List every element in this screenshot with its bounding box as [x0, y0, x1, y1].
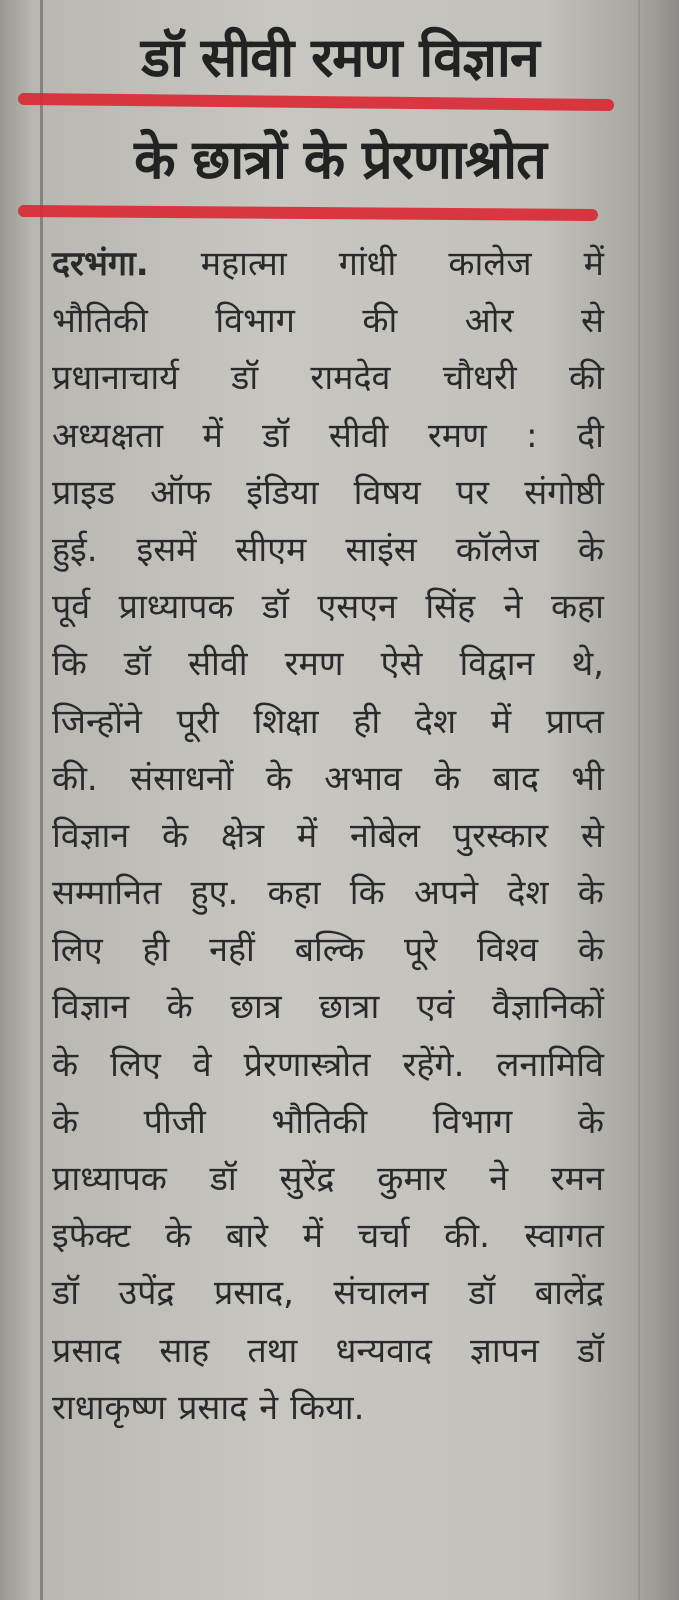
article-word: डॉ — [261, 587, 289, 628]
article-word: डॉ — [52, 1273, 79, 1314]
article-word: के — [434, 758, 461, 799]
article-word: डॉ — [262, 415, 290, 456]
article-word: में — [302, 1216, 323, 1257]
article-word: इफेक्ट — [52, 1216, 131, 1257]
article-word: कॉलेज — [455, 529, 539, 570]
article-line — [52, 1037, 604, 1094]
article-word: की. — [52, 758, 98, 799]
article-word: एसएन — [317, 587, 397, 628]
article-word: पर — [455, 472, 490, 513]
article-word: लनामिवि — [496, 1044, 604, 1085]
article-word: प्रसाद — [178, 1387, 248, 1428]
article-word: अपने — [413, 873, 479, 914]
article-word: वैज्ञानिकों — [491, 987, 604, 1028]
article-word: प्राप्त — [545, 701, 604, 742]
article-word: पीजी — [143, 1101, 206, 1142]
article-line — [52, 1151, 604, 1208]
article-word: पूर्व — [52, 587, 91, 628]
article-word: तथा — [247, 1330, 298, 1371]
article-word: डॉ — [124, 644, 151, 685]
article-word: कि — [349, 873, 385, 914]
article-word: कहा — [267, 873, 321, 914]
article-word: रमण — [284, 644, 344, 685]
article-word: स्वागत — [524, 1216, 604, 1257]
article-word: अभाव — [324, 758, 402, 799]
article-word: ऑफ — [150, 472, 212, 513]
article-word: ऐसे — [380, 644, 423, 685]
article-word: छात्र — [230, 987, 282, 1028]
article-word: के — [165, 1216, 192, 1257]
article-word: चर्चा — [357, 1216, 410, 1257]
article-word: पूरी — [176, 701, 219, 742]
article-word: एवं — [416, 987, 455, 1028]
article-word: से — [580, 815, 604, 856]
article-word: कि — [52, 644, 87, 685]
article-word: संसाधनों — [130, 758, 234, 799]
article-word: भौतिकी — [52, 301, 148, 342]
article-word: कहा — [550, 587, 604, 628]
article-line — [52, 922, 604, 979]
article-word: पुरस्कार — [452, 815, 549, 856]
article-word: ओर — [464, 301, 514, 342]
article-line — [52, 408, 604, 465]
article-line — [52, 1094, 604, 1151]
article-word: के — [161, 815, 189, 856]
article-word: में — [202, 415, 223, 456]
article-word: बारे — [225, 1216, 269, 1257]
article-line — [52, 465, 604, 522]
article-word: सुरेंद्र — [279, 1159, 335, 1199]
article-word: कालेज — [448, 244, 532, 284]
article-word: प्रेरणास्त्रोत — [243, 1044, 371, 1085]
article-word: देश — [507, 873, 549, 914]
article-word: सीवी — [328, 415, 389, 456]
article-word: की. — [444, 1216, 490, 1257]
article-word: की — [569, 358, 604, 399]
article-word: ही — [353, 701, 381, 742]
article-body — [52, 236, 604, 1437]
article-word: अध्यक्षता — [52, 415, 164, 456]
article-word: में — [583, 244, 604, 284]
article-word: धन्यवाद — [335, 1330, 432, 1371]
article-word: बालेंद्र — [534, 1273, 604, 1314]
article-word: भी — [571, 758, 604, 799]
column-rule-left — [40, 0, 43, 1600]
article-word: ज्ञापन — [470, 1330, 539, 1371]
article-line — [52, 236, 604, 293]
article-line — [52, 1323, 604, 1380]
article-word: चौधरी — [442, 358, 517, 399]
article-word: के — [577, 1101, 604, 1142]
article-word: छात्रा — [319, 987, 380, 1028]
article-word: महात्मा — [200, 244, 287, 284]
article-word: प्राध्यापक — [52, 1159, 167, 1199]
article-word: डॉ — [231, 358, 259, 399]
article-word: डॉ — [577, 1330, 604, 1371]
article-word: के — [577, 529, 604, 570]
article-line — [52, 694, 604, 751]
article-line — [52, 1380, 604, 1437]
article-word: गांधी — [338, 244, 397, 284]
article-word: वे — [192, 1044, 212, 1085]
article-word: भौतिकी — [271, 1101, 368, 1142]
article-word: नहीं — [209, 930, 255, 971]
article-word: हुए. — [190, 873, 239, 914]
article-word: लिए — [52, 930, 103, 971]
article-word: विज्ञान — [52, 815, 130, 856]
article-word: प्राध्यापक — [118, 587, 234, 628]
article-word: डॉ — [468, 1273, 496, 1314]
article-word: ही — [142, 930, 170, 971]
article-word: हुई. — [52, 529, 98, 570]
article-word: इंडिया — [246, 472, 319, 513]
article-word: राधाकृष्ण — [52, 1387, 167, 1428]
article-word: प्राइड — [52, 472, 116, 513]
article-word: जिन्होंने — [52, 701, 142, 742]
article-line — [52, 808, 604, 865]
article-word: सीवी — [188, 644, 248, 685]
article-line — [52, 636, 604, 693]
article-word: में — [296, 815, 318, 856]
article-word: साइंस — [345, 529, 417, 570]
article-word: कुमार — [377, 1159, 447, 1199]
article-word: संचालन — [333, 1273, 429, 1314]
headline-underline-2 — [18, 205, 598, 221]
column-rule-right — [638, 0, 640, 1600]
article-line — [52, 865, 604, 922]
article-line — [52, 522, 604, 579]
article-word: : — [526, 415, 538, 456]
article-word: ने — [503, 587, 523, 628]
article-word: थे, — [571, 644, 604, 685]
article-word: के — [166, 987, 193, 1028]
article-line — [52, 579, 604, 636]
article-word: संगोष्ठी — [524, 472, 604, 513]
article-word: प्रसाद — [52, 1330, 122, 1371]
article-word: इसमें — [136, 529, 197, 570]
article-line — [52, 350, 604, 407]
article-word: लिए — [110, 1044, 161, 1085]
article-word: रामदेव — [310, 358, 391, 399]
article-line — [52, 1265, 604, 1322]
article-word: रमन — [550, 1159, 604, 1199]
article-word: की — [362, 301, 398, 342]
article-word: किया. — [290, 1387, 365, 1428]
article-line — [52, 979, 604, 1036]
article-line — [52, 1208, 604, 1265]
article-word: प्रसाद, — [213, 1273, 294, 1314]
article-word: पूरे — [404, 930, 438, 971]
article-word: के — [577, 873, 604, 914]
article-word: दी — [577, 415, 604, 456]
headline-line-2: के छात्रों के प्रेरणाश्रोत — [134, 128, 546, 191]
article-word: विभाग — [215, 301, 295, 342]
article-word: विभाग — [432, 1101, 513, 1142]
headline-line-1: डॉ सीवी रमण विज्ञान — [141, 26, 539, 89]
article-word: के — [52, 1101, 79, 1142]
article-word: के — [577, 930, 604, 971]
article-word: में — [490, 701, 512, 742]
article-word: सम्मानित — [52, 873, 162, 914]
article-word: शिक्षा — [253, 701, 319, 742]
article-word: से — [581, 301, 604, 342]
article-word: डॉ — [209, 1159, 237, 1199]
article-word: बाद — [492, 758, 539, 799]
article-word: नोबेल — [349, 815, 421, 856]
article-word: उपेंद्र — [118, 1273, 175, 1314]
article-word: क्षेत्र — [220, 815, 265, 856]
article-word: विद्वान — [459, 644, 535, 685]
article-word: सीएम — [235, 529, 307, 570]
article-line — [52, 293, 604, 350]
article-word: रहेंगे. — [402, 1044, 465, 1085]
article-word: विषय — [353, 472, 421, 513]
article-word: देश — [414, 701, 457, 742]
article-word: बल्कि — [294, 930, 365, 971]
article-word: विश्व — [477, 930, 539, 971]
article-word: ने — [489, 1159, 509, 1199]
article-word: साह — [159, 1330, 210, 1371]
dateline: दरभंगा. — [52, 244, 149, 284]
article-word: विज्ञान — [52, 987, 130, 1028]
article-word: ने — [259, 1387, 279, 1428]
article-word: रमण — [427, 415, 487, 456]
article-line — [52, 751, 604, 808]
article-word: सिंह — [425, 587, 476, 628]
article-word: के — [52, 1044, 79, 1085]
article-word: प्रधानाचार्य — [52, 358, 179, 399]
article-word: के — [265, 758, 292, 799]
